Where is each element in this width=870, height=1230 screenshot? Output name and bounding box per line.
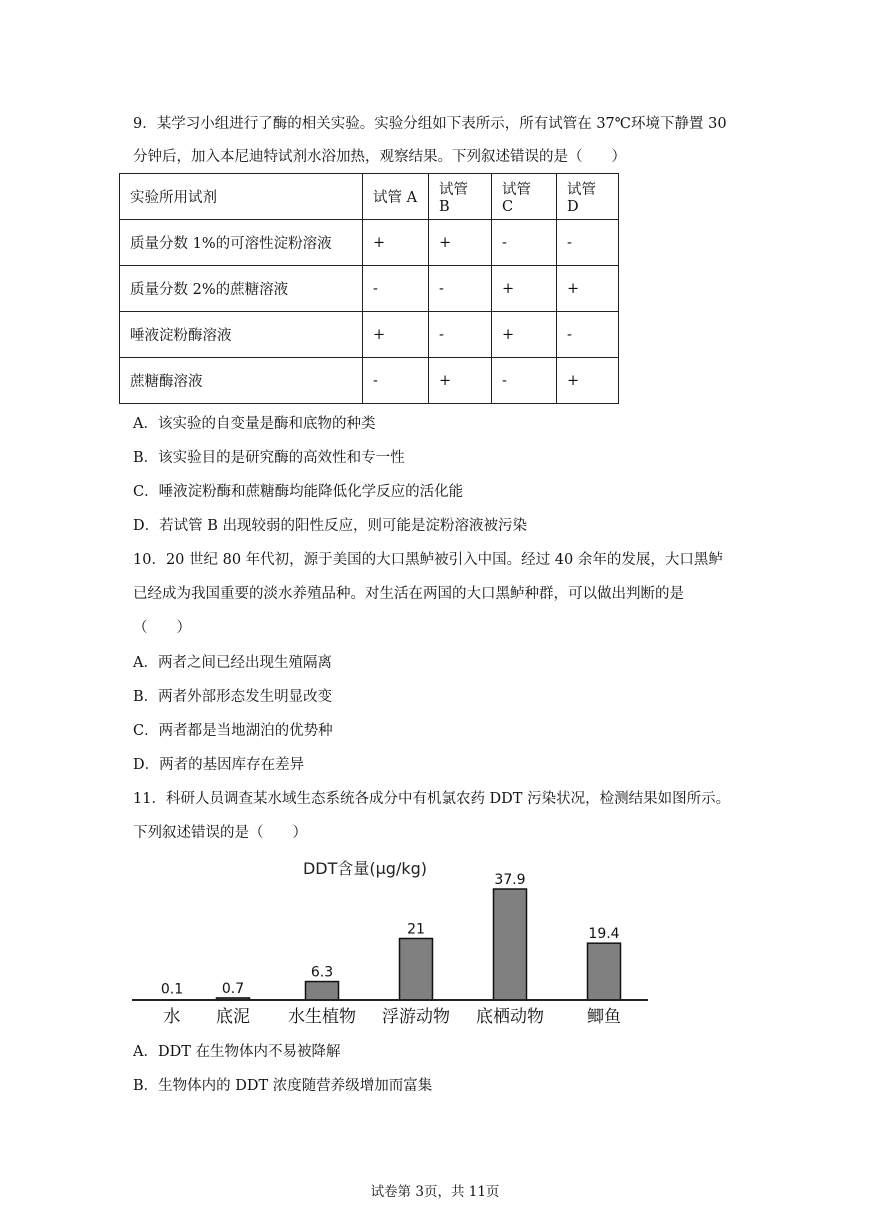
table-cell: 质量分数 2%的蔗糖溶液 [120,266,363,312]
table-row [120,312,619,358]
table-cell: + [557,266,619,312]
experiment-table [119,173,619,404]
table-cell: 试管 D [557,174,619,220]
q10-option-c: C．两者都是当地湖泊的优势种 [133,723,333,739]
data-label: 21 [407,921,425,938]
table-cell: - [492,220,557,266]
table-row [120,220,619,266]
bar [400,938,433,1000]
category-label: 浮游动物 [382,1007,450,1027]
category-label: 鲫鱼 [587,1007,621,1027]
table-cell: + [363,312,429,358]
q10-option-a: A．两者之间已经出现生殖隔离 [133,655,332,671]
q10-stem-line1: 10．20 世纪 80 年代初，源于美国的大口黑鲈被引入中国。经过 40 余年的发展，大口黑鲈 [133,552,723,568]
q9-option-b: B．该实验目的是研究酶的高效性和专一性 [133,450,405,466]
q11-option-b: B．生物体内的 DDT 浓度随营养级增加而富集 [133,1078,433,1094]
table-cell: + [429,220,492,266]
q10-option-d: D．两者的基因库存在差异 [133,757,305,773]
table-cell: 唾液淀粉酶溶液 [120,312,363,358]
q11-stem-line1: 11．科研人员调查某水域生态系统各成分中有机氯农药 DDT 污染状况，检测结果如图所示。 [133,791,731,807]
bar [306,982,339,1000]
table-cell: + [429,358,492,404]
table-row [120,266,619,312]
data-label: 0.7 [221,980,245,997]
table-cell: 试管 C [492,174,557,220]
bar [494,889,527,1000]
page-footer: 试卷第 3页，共 11页 [370,1184,500,1200]
table-cell: - [557,220,619,266]
q9-option-d: D．若试管 B 出现较弱的阳性反应，则可能是淀粉溶液被污染 [133,518,527,534]
q9-stem-line1: 9．某学习小组进行了酶的相关实验。实验分组如下表所示，所有试管在 37℃环境下静置 30 [133,116,727,132]
table-cell: - [429,266,492,312]
table-cell: + [492,312,557,358]
table-cell: - [363,266,429,312]
table-header-row [120,174,619,220]
q10-stem-line3: （ ） [133,620,191,636]
table-cell: - [429,312,492,358]
q11-stem-line2: 下列叙述错误的是（ ） [133,825,307,841]
table-cell: 实验所用试剂 [120,174,363,220]
data-label: 37.9 [494,872,526,888]
data-label: 6.3 [310,964,334,981]
data-label: 19.4 [588,926,620,943]
q10-stem-line2: 已经成为我国重要的淡水养殖品种。对生活在两国的大口黑鲈种群，可以做出判断的是 [133,586,684,602]
ddt-bar-chart [120,850,660,1035]
table-cell: 试管 B [429,174,492,220]
chart-title: DDT含量(μg/kg) [302,859,428,878]
category-label: 底栖动物 [476,1007,544,1027]
data-label: 0.1 [160,981,184,998]
table-cell: 试管 A [363,174,429,220]
table-cell: - [363,358,429,404]
q9-option-c: C．唾液淀粉酶和蔗糖酶均能降低化学反应的活化能 [133,484,464,500]
table-cell: + [363,220,429,266]
q11-option-a: A．DDT 在生物体内不易被降解 [133,1044,341,1060]
q9-option-a: A．该实验的自变量是酶和底物的种类 [133,416,376,432]
category-label: 水生植物 [288,1007,356,1027]
table-cell: 质量分数 1%的可溶性淀粉溶液 [120,220,363,266]
table-cell: 蔗糖酶溶液 [120,358,363,404]
q10-option-b: B．两者外部形态发生明显改变 [133,689,333,705]
table-cell: + [492,266,557,312]
category-label: 水 [163,1007,181,1027]
table-cell: - [557,312,619,358]
table-cell: + [557,358,619,404]
table-row [120,358,619,404]
category-label: 底泥 [216,1007,250,1027]
bar [588,943,621,1000]
table-cell: - [492,358,557,404]
q9-stem-line2: 分钟后，加入本尼迪特试剂水浴加热，观察结果。下列叙述错误的是（ ） [133,149,626,165]
